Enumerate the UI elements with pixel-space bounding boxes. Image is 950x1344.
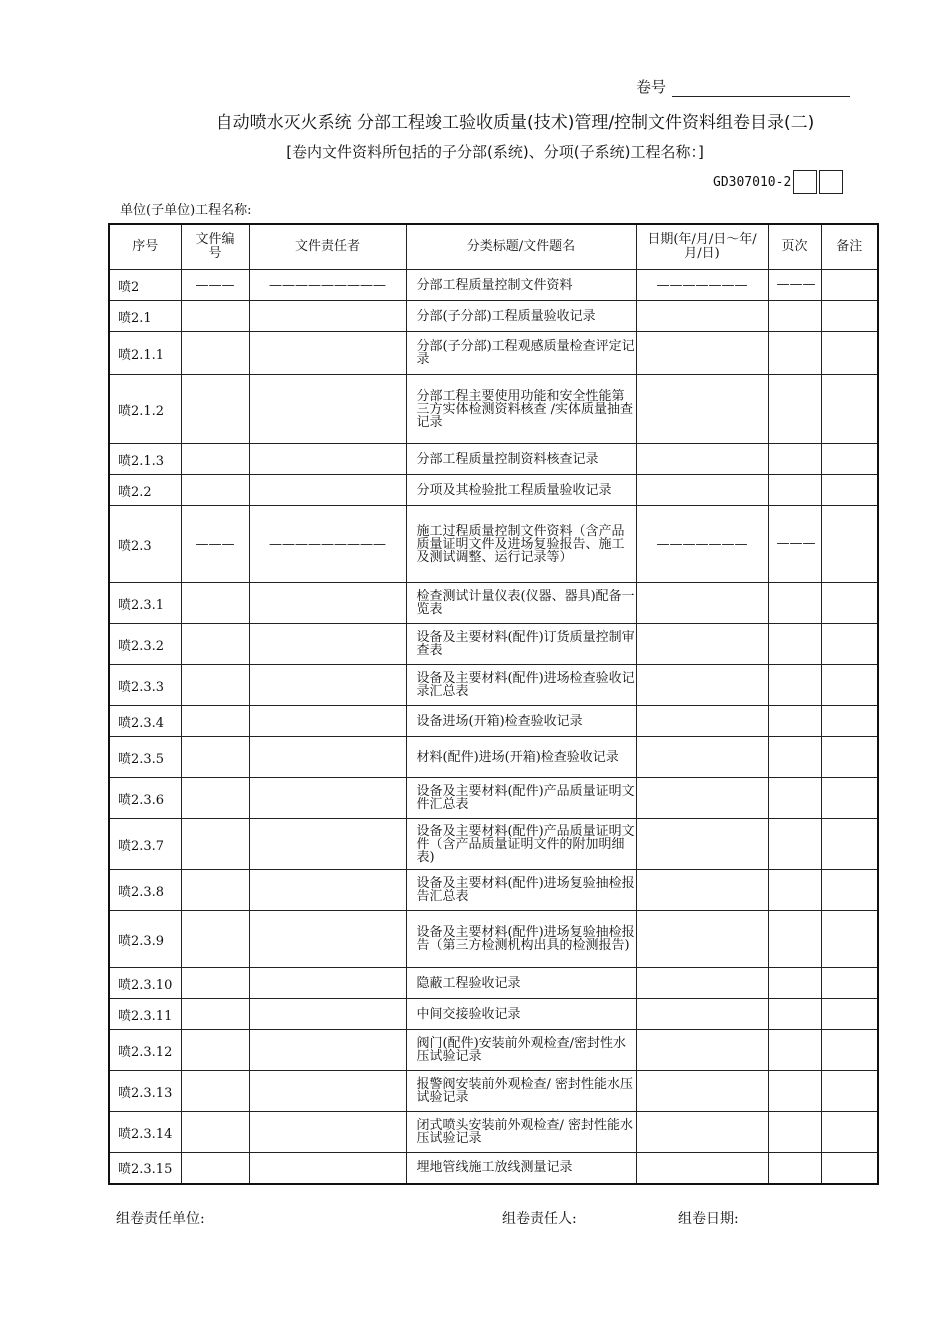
- owner-cell[interactable]: [249, 1153, 406, 1184]
- volume-label: 卷号: [636, 78, 667, 96]
- owner-cell[interactable]: [249, 911, 406, 968]
- date-cell[interactable]: [636, 999, 768, 1030]
- page-cell[interactable]: ———: [768, 270, 821, 301]
- title-cell[interactable]: 设备及主要材料(配件)产品质量证明文件汇总表: [406, 778, 636, 819]
- title-cell[interactable]: 隐蔽工程验收记录: [406, 968, 636, 999]
- volume-number: [636, 76, 850, 97]
- seq-cell[interactable]: 喷2.3.5: [109, 737, 181, 778]
- owner-cell[interactable]: [249, 999, 406, 1030]
- date-cell[interactable]: [636, 1112, 768, 1153]
- title-cell[interactable]: 分部(子分部)工程质量验收记录: [406, 301, 636, 332]
- title-cell[interactable]: 材料(配件)进场(开箱)检查验收记录: [406, 737, 636, 778]
- page-cell[interactable]: [768, 1153, 821, 1184]
- note-cell[interactable]: [821, 624, 878, 665]
- table-row: [109, 778, 878, 819]
- code-cell[interactable]: [181, 301, 249, 332]
- code-cell[interactable]: [181, 1071, 249, 1112]
- page-cell[interactable]: [768, 999, 821, 1030]
- code-cell[interactable]: [181, 583, 249, 624]
- note-cell[interactable]: [821, 1153, 878, 1184]
- table-row: [109, 1071, 878, 1112]
- date-cell[interactable]: [636, 968, 768, 999]
- note-cell[interactable]: [821, 870, 878, 911]
- date-cell[interactable]: [636, 706, 768, 737]
- note-cell[interactable]: [821, 583, 878, 624]
- title-cell[interactable]: 分部工程质量控制资料核查记录: [406, 444, 636, 475]
- table-row: [109, 270, 878, 301]
- form-code: [713, 170, 843, 194]
- col-owner: 文件责任者: [249, 224, 406, 270]
- note-cell[interactable]: [821, 737, 878, 778]
- page-cell[interactable]: [768, 968, 821, 999]
- owner-cell[interactable]: [249, 737, 406, 778]
- date-cell[interactable]: [636, 1071, 768, 1112]
- code-cell[interactable]: [181, 475, 249, 506]
- table-row: [109, 819, 878, 870]
- note-cell[interactable]: [821, 270, 878, 301]
- page-cell[interactable]: [768, 375, 821, 444]
- code-cell[interactable]: [181, 968, 249, 999]
- owner-cell[interactable]: [249, 1071, 406, 1112]
- code-cell[interactable]: [181, 665, 249, 706]
- date-cell[interactable]: [636, 778, 768, 819]
- seq-cell[interactable]: 喷2.3.4: [109, 706, 181, 737]
- title-cell[interactable]: 施工过程质量控制文件资料（含产品质量证明文件及进场复验报告、施工及测试调整、运行记录等）: [406, 506, 636, 583]
- title-cell[interactable]: 阀门(配件)安装前外观检查/密封性水压试验记录: [406, 1030, 636, 1071]
- volume-number-field[interactable]: [672, 80, 850, 97]
- owner-cell[interactable]: [249, 870, 406, 911]
- seq-cell[interactable]: 喷2.2: [109, 475, 181, 506]
- title-cell[interactable]: 设备进场(开箱)检查验收记录: [406, 706, 636, 737]
- note-cell[interactable]: [821, 444, 878, 475]
- title-cell[interactable]: 闭式喷头安装前外观检查/ 密封性能水压试验记录: [406, 1112, 636, 1153]
- title-cell[interactable]: 设备及主要材料(配件)产品质量证明文件（含产品质量证明文件的附加明细表): [406, 819, 636, 870]
- table-header-row: [109, 224, 878, 270]
- seq-cell[interactable]: 喷2.1: [109, 301, 181, 332]
- owner-cell[interactable]: [249, 1112, 406, 1153]
- seq-cell[interactable]: 喷2.3.3: [109, 665, 181, 706]
- note-cell[interactable]: [821, 968, 878, 999]
- owner-cell[interactable]: [249, 665, 406, 706]
- date-cell[interactable]: [636, 819, 768, 870]
- date-cell[interactable]: [636, 444, 768, 475]
- form-code-box-2[interactable]: [819, 170, 843, 194]
- col-page: 页次: [768, 224, 821, 270]
- note-cell[interactable]: [821, 665, 878, 706]
- date-cell[interactable]: [636, 870, 768, 911]
- code-cell[interactable]: [181, 870, 249, 911]
- seq-cell[interactable]: 喷2.3.14: [109, 1112, 181, 1153]
- title-cell[interactable]: 设备及主要材料(配件)进场复验抽检报告（第三方检测机构出具的检测报告): [406, 911, 636, 968]
- seq-cell[interactable]: 喷2.3.9: [109, 911, 181, 968]
- seq-cell[interactable]: 喷2.1.1: [109, 332, 181, 375]
- table-row: [109, 375, 878, 444]
- code-cell[interactable]: [181, 624, 249, 665]
- table-row: [109, 444, 878, 475]
- page-cell[interactable]: [768, 444, 821, 475]
- seq-cell[interactable]: 喷2.3.7: [109, 819, 181, 870]
- catalog-table: [108, 223, 879, 1185]
- note-cell[interactable]: [821, 819, 878, 870]
- code-cell[interactable]: [181, 332, 249, 375]
- title-cell[interactable]: 设备及主要材料(配件)订货质量控制审查表: [406, 624, 636, 665]
- code-cell[interactable]: [181, 1153, 249, 1184]
- owner-cell[interactable]: [249, 968, 406, 999]
- page-cell[interactable]: [768, 1030, 821, 1071]
- date-cell[interactable]: [636, 301, 768, 332]
- seq-cell[interactable]: 喷2.1.2: [109, 375, 181, 444]
- title-cell[interactable]: 中间交接验收记录: [406, 999, 636, 1030]
- page-cell[interactable]: [768, 332, 821, 375]
- date-cell[interactable]: [636, 911, 768, 968]
- owner-cell[interactable]: [249, 301, 406, 332]
- title-cell[interactable]: 设备及主要材料(配件)进场检查验收记录汇总表: [406, 665, 636, 706]
- table-row: [109, 301, 878, 332]
- date-cell[interactable]: [636, 583, 768, 624]
- note-cell[interactable]: [821, 301, 878, 332]
- page-cell[interactable]: [768, 778, 821, 819]
- date-cell[interactable]: ———————: [636, 270, 768, 301]
- note-cell[interactable]: [821, 1071, 878, 1112]
- table-row: [109, 1112, 878, 1153]
- date-cell[interactable]: [636, 1153, 768, 1184]
- owner-cell[interactable]: [249, 624, 406, 665]
- date-cell[interactable]: [636, 332, 768, 375]
- footer-unit-label: 组卷责任单位:: [116, 1211, 205, 1227]
- seq-cell[interactable]: 喷2.3.13: [109, 1071, 181, 1112]
- owner-cell[interactable]: [249, 778, 406, 819]
- footer-person-label: 组卷责任人:: [502, 1211, 577, 1227]
- owner-cell[interactable]: —————————: [249, 506, 406, 583]
- page-title: 自动喷水灭火系统 分部工程竣工验收质量(技术)管理/控制文件资料组卷目录(二): [215, 113, 815, 133]
- table-row: [109, 1030, 878, 1071]
- col-title: 分类标题/文件题名: [406, 224, 636, 270]
- col-note: 备注: [821, 224, 878, 270]
- table-row: [109, 737, 878, 778]
- note-cell[interactable]: [821, 506, 878, 583]
- seq-cell[interactable]: 喷2.3: [109, 506, 181, 583]
- seq-cell[interactable]: 喷2: [109, 270, 181, 301]
- code-cell[interactable]: [181, 1112, 249, 1153]
- code-cell[interactable]: ———: [181, 506, 249, 583]
- table-row: [109, 583, 878, 624]
- table-row: [109, 870, 878, 911]
- note-cell[interactable]: [821, 1030, 878, 1071]
- date-cell[interactable]: [636, 737, 768, 778]
- page-cell[interactable]: [768, 583, 821, 624]
- seq-cell[interactable]: 喷2.3.6: [109, 778, 181, 819]
- footer-date-label: 组卷日期:: [678, 1211, 739, 1227]
- page-cell[interactable]: [768, 301, 821, 332]
- code-cell[interactable]: ———: [181, 270, 249, 301]
- table-row: [109, 968, 878, 999]
- code-cell[interactable]: [181, 819, 249, 870]
- seq-cell[interactable]: 喷2.3.10: [109, 968, 181, 999]
- page-cell[interactable]: [768, 819, 821, 870]
- date-cell[interactable]: [636, 665, 768, 706]
- page-subtitle: [卷内文件资料所包括的子分部(系统)、分项(子系统)工程名称：]: [286, 143, 704, 161]
- page-cell[interactable]: [768, 665, 821, 706]
- table-row: [109, 706, 878, 737]
- table-row: [109, 506, 878, 583]
- code-cell[interactable]: [181, 911, 249, 968]
- title-cell[interactable]: 检查测试计量仪表(仪器、器具)配备一览表: [406, 583, 636, 624]
- table-row: [109, 999, 878, 1030]
- owner-cell[interactable]: [249, 706, 406, 737]
- owner-cell[interactable]: [249, 332, 406, 375]
- page-cell[interactable]: [768, 870, 821, 911]
- code-cell[interactable]: [181, 706, 249, 737]
- seq-cell[interactable]: 喷2.3.12: [109, 1030, 181, 1071]
- col-code: 文件编号: [181, 224, 249, 270]
- form-code-text: GD307010-2: [713, 174, 792, 190]
- title-cell[interactable]: 埋地管线施工放线测量记录: [406, 1153, 636, 1184]
- seq-cell[interactable]: 喷2.3.11: [109, 999, 181, 1030]
- seq-cell[interactable]: 喷2.1.3: [109, 444, 181, 475]
- code-cell[interactable]: [181, 1030, 249, 1071]
- table-row: [109, 1153, 878, 1184]
- owner-cell[interactable]: [249, 475, 406, 506]
- unit-project-label: 单位(子单位)工程名称:: [120, 203, 252, 218]
- code-cell[interactable]: [181, 444, 249, 475]
- owner-cell[interactable]: [249, 375, 406, 444]
- note-cell[interactable]: [821, 375, 878, 444]
- page-cell[interactable]: [768, 475, 821, 506]
- table-row: [109, 332, 878, 375]
- note-cell[interactable]: [821, 778, 878, 819]
- page-cell[interactable]: [768, 1112, 821, 1153]
- owner-cell[interactable]: [249, 444, 406, 475]
- title-cell[interactable]: 分部工程主要使用功能和安全性能第三方实体检测资料核查 /实体质量抽查记录: [406, 375, 636, 444]
- title-cell[interactable]: 报警阀安装前外观检查/ 密封性能水压试验记录: [406, 1071, 636, 1112]
- owner-cell[interactable]: [249, 583, 406, 624]
- title-cell[interactable]: 分项及其检验批工程质量验收记录: [406, 475, 636, 506]
- note-cell[interactable]: [821, 1112, 878, 1153]
- page-cell[interactable]: [768, 737, 821, 778]
- note-cell[interactable]: [821, 911, 878, 968]
- page-cell[interactable]: [768, 624, 821, 665]
- title-cell[interactable]: 分部(子分部)工程观感质量检查评定记录: [406, 332, 636, 375]
- date-cell[interactable]: [636, 624, 768, 665]
- title-cell[interactable]: 设备及主要材料(配件)进场复验抽检报告汇总表: [406, 870, 636, 911]
- owner-cell[interactable]: [249, 819, 406, 870]
- page-cell[interactable]: ———: [768, 506, 821, 583]
- table-row: [109, 665, 878, 706]
- date-cell[interactable]: ———————: [636, 506, 768, 583]
- code-cell[interactable]: [181, 375, 249, 444]
- owner-cell[interactable]: [249, 1030, 406, 1071]
- seq-cell[interactable]: 喷2.3.15: [109, 1153, 181, 1184]
- note-cell[interactable]: [821, 706, 878, 737]
- note-cell[interactable]: [821, 475, 878, 506]
- code-cell[interactable]: [181, 999, 249, 1030]
- date-cell[interactable]: [636, 1030, 768, 1071]
- form-code-box-1[interactable]: [793, 170, 817, 194]
- note-cell[interactable]: [821, 999, 878, 1030]
- date-cell[interactable]: [636, 475, 768, 506]
- table-row: [109, 911, 878, 968]
- page-cell[interactable]: [768, 1071, 821, 1112]
- table-row: [109, 475, 878, 506]
- seq-cell[interactable]: 喷2.3.1: [109, 583, 181, 624]
- seq-cell[interactable]: 喷2.3.8: [109, 870, 181, 911]
- table-row: [109, 624, 878, 665]
- code-cell[interactable]: [181, 737, 249, 778]
- page-cell[interactable]: [768, 706, 821, 737]
- page-cell[interactable]: [768, 911, 821, 968]
- code-cell[interactable]: [181, 778, 249, 819]
- note-cell[interactable]: [821, 332, 878, 375]
- title-cell[interactable]: 分部工程质量控制文件资料: [406, 270, 636, 301]
- date-cell[interactable]: [636, 375, 768, 444]
- owner-cell[interactable]: —————————: [249, 270, 406, 301]
- seq-cell[interactable]: 喷2.3.2: [109, 624, 181, 665]
- col-date: 日期(年/月/日～年/月/日): [636, 224, 768, 270]
- col-seq: 序号: [109, 224, 181, 270]
